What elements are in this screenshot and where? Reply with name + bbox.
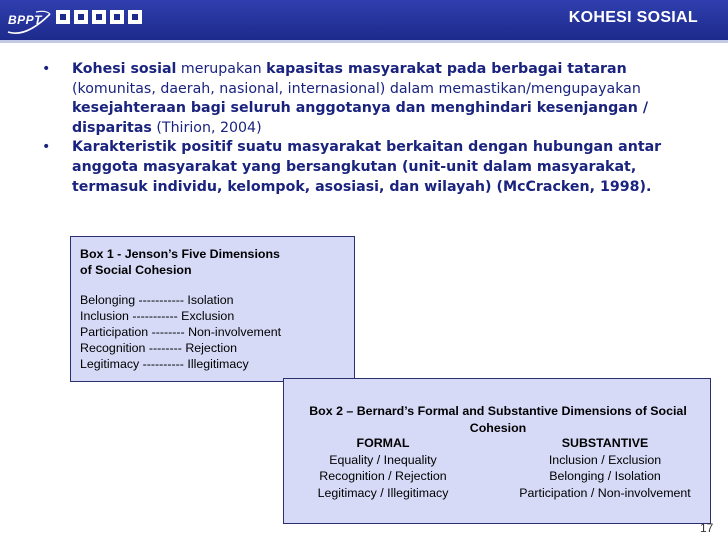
bullet-text-segment: merupakan (176, 61, 267, 77)
square-icon (56, 10, 70, 24)
bullet-text-segment: (komunitas, daerah, nasional, internasional) dalam memastikan/mengupayakan (72, 80, 641, 97)
bullet-list (42, 60, 696, 197)
header-squares (56, 10, 142, 24)
box1-row: Inclusion ----------- Exclusion (80, 309, 235, 323)
box1-title-line1: Box 1 - Jenson’s Five Dimensions (80, 247, 280, 261)
box1-row: Recognition -------- Rejection (80, 341, 237, 355)
substantive-item: Inclusion / Exclusion (548, 452, 662, 467)
formal-item: Legitimacy / Illegitimacy (317, 485, 449, 500)
box-jenson (70, 236, 355, 382)
square-icon (92, 10, 106, 24)
bppt-logo (6, 8, 50, 32)
box1-row: Legitimacy ---------- Illegitimacy (80, 357, 249, 371)
box2-title: Box 2 – Bernard’s Formal and Substantive Dimensions of Social Cohesion (309, 404, 687, 435)
page-number: 17 (700, 521, 714, 535)
box-bernard (283, 378, 711, 524)
formal-item: Equality / Inequality (329, 452, 437, 467)
header-bar (0, 0, 728, 40)
bullet-text-segment: (Thirion, 2004) (151, 119, 262, 136)
bullet-item (42, 60, 696, 138)
square-icon (110, 10, 124, 24)
box1-row: Belonging ----------- Isolation (80, 293, 234, 307)
bullet-text-segment: kesejahteraan bagi seluruh anggotanya dan menghindari kesenjangan / disparitas (72, 100, 649, 136)
substantive-column (498, 435, 712, 501)
formal-column (288, 435, 478, 501)
bullet-dot-icon: • (42, 139, 51, 156)
formal-header: FORMAL (356, 436, 410, 450)
substantive-header: SUBSTANTIVE (561, 436, 649, 450)
logo-text: BPPT (8, 13, 43, 27)
slide-title: KOHESI SOSIAL (568, 9, 698, 26)
bullet-text-segment: Kohesi sosial (72, 61, 177, 77)
substantive-item: Belonging / Isolation (549, 469, 661, 483)
box1-row: Participation -------- Non-involvement (80, 325, 282, 339)
box1-title-line2: of Social Cohesion (80, 263, 192, 277)
square-icon (74, 10, 88, 24)
substantive-item: Participation / Non-involvement (519, 485, 691, 500)
header-divider (0, 40, 728, 43)
bullet-dot-icon: • (42, 61, 51, 77)
square-icon (128, 10, 142, 24)
bullet-text-segment: Karakteristik positif suatu masyarakat berkaitan dengan hubungan antar anggota masyarakat yang bersangkutan (unit-unit dalam masyarakat, termasuk individu, kelompok, asosiasi, dan wilayah) (McCracken, 1998). (72, 139, 662, 195)
bullet-text-segment: kapasitas masyarakat pada berbagai tataran (266, 61, 627, 77)
formal-item: Recognition / Rejection (319, 469, 447, 483)
bullet-item (42, 138, 696, 197)
